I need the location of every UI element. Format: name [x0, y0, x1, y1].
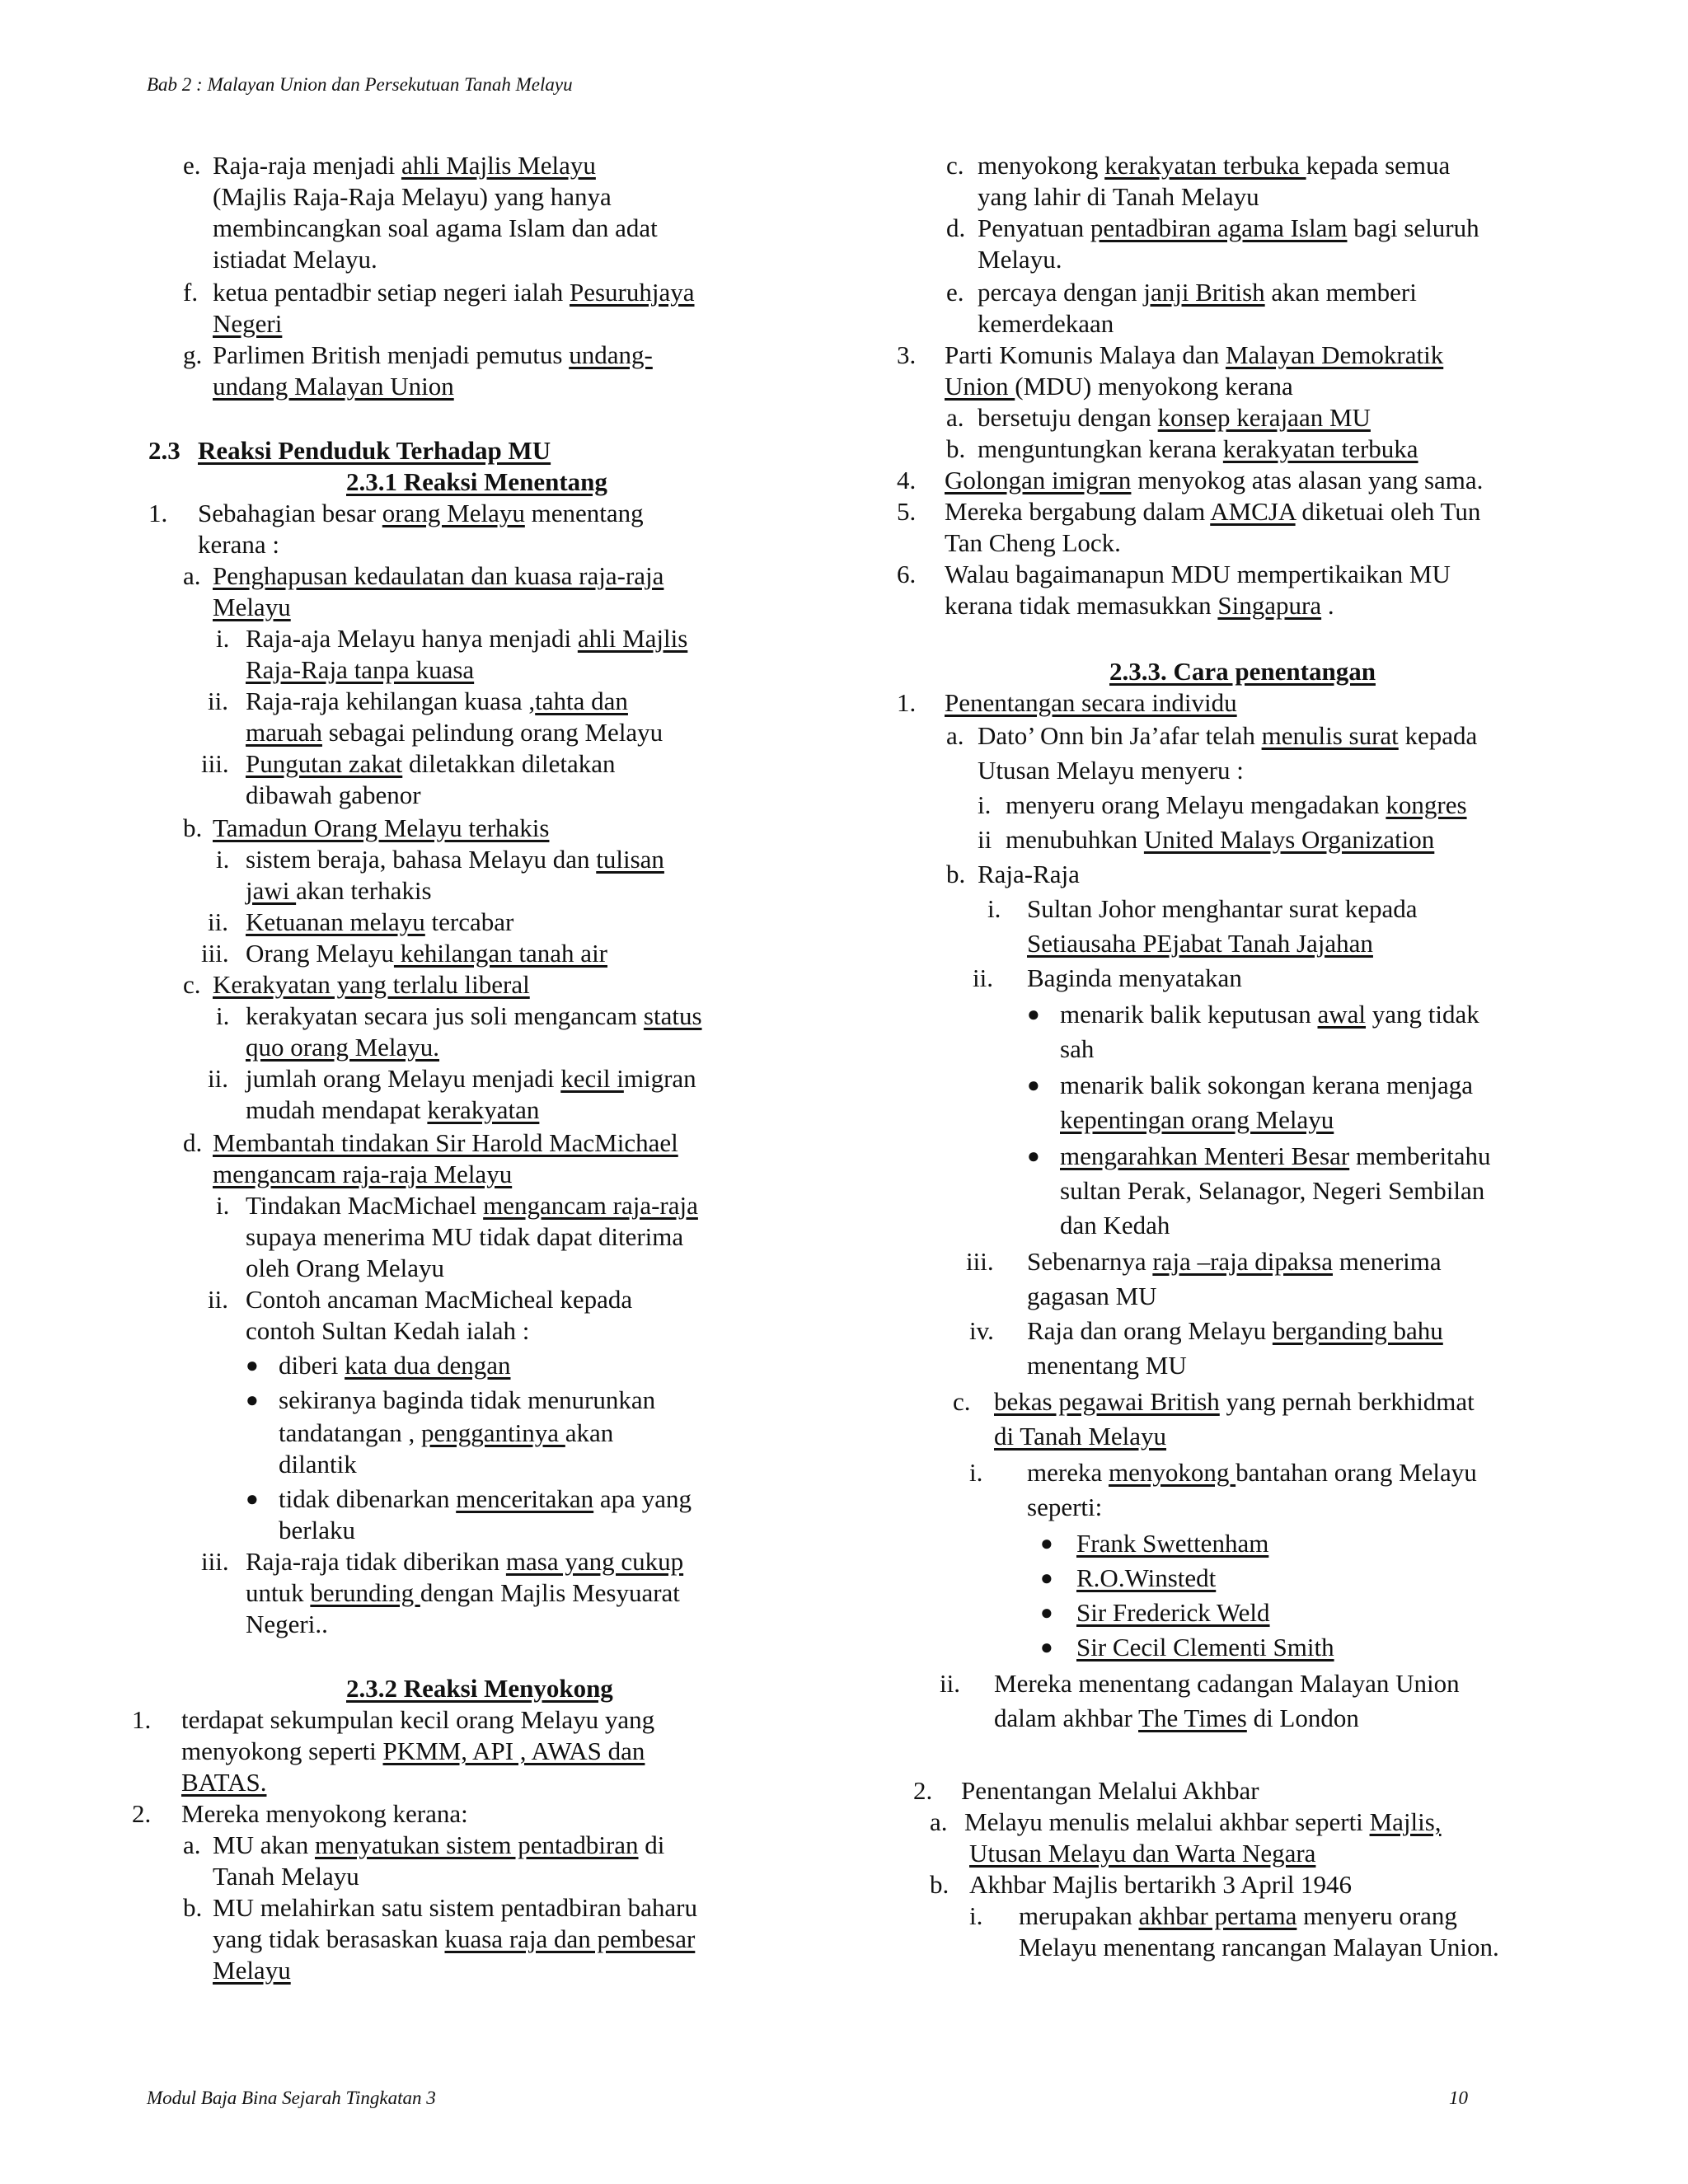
marker: iii. [966, 1247, 994, 1276]
marker: c. [946, 151, 964, 180]
marker: i. [216, 1001, 230, 1030]
text-line: kepentingan orang Melayu [1060, 1105, 1334, 1134]
text-line: R.O.Winstedt [1076, 1563, 1217, 1592]
marker: 1. [132, 1705, 152, 1734]
bullet-icon: ● [246, 1487, 259, 1511]
text-line: dibawah gabenor [246, 780, 421, 809]
text-line: Setiausaha PEjabat Tanah Jajahan [1027, 929, 1373, 958]
marker: i. [969, 1901, 983, 1930]
text-line: Raja-Raja tanpa kuasa [246, 655, 475, 684]
text-line: Sir Frederick Weld [1076, 1598, 1270, 1627]
text-line: contoh Sultan Kedah ialah : [246, 1316, 530, 1345]
text-line: Contoh ancaman MacMicheal kepada [246, 1285, 633, 1314]
text-line: mengancam raja-raja Melayu [213, 1160, 513, 1188]
text-line: jumlah orang Melayu menjadi kecil imigran [246, 1064, 696, 1093]
section-heading: Reaksi Penduduk Terhadap MU [198, 436, 551, 465]
text-line: tandatangan , penggantinya akan [279, 1418, 614, 1447]
marker: b. [946, 434, 966, 463]
text-line: Penentangan secara individu [945, 688, 1237, 717]
bullet-icon: ● [1040, 1531, 1053, 1555]
text-line: Sir Cecil Clementi Smith [1076, 1633, 1334, 1661]
bullet-icon: ● [1040, 1566, 1053, 1590]
text-line: menyeru orang Melayu mengadakan kongres [1006, 790, 1467, 819]
marker: 5. [897, 497, 917, 526]
subsection-heading: 2.3.3. Cara penentangan [1109, 657, 1376, 686]
text-line: Parlimen British menjadi pemutus undang- [213, 340, 653, 369]
text-line: merupakan akhbar pertama menyeru orang [1019, 1901, 1457, 1930]
bullet-icon: ● [1027, 1073, 1040, 1097]
text-line: Baginda menyatakan [1027, 963, 1242, 992]
marker: c. [183, 970, 201, 999]
text-line: Mereka menentang cadangan Malayan Union [994, 1669, 1460, 1698]
text-line: sultan Perak, Selanagor, Negeri Sembilan [1060, 1176, 1485, 1205]
text-line: menarik balik keputusan awal yang tidak [1060, 1000, 1479, 1029]
text-line: Sebenarnya raja –raja dipaksa menerima [1027, 1247, 1442, 1276]
marker: ii. [208, 1064, 228, 1093]
marker: ii. [973, 963, 993, 992]
text-line: Melayu menentang rancangan Malayan Union. [1019, 1933, 1499, 1961]
section-number: 2.3 [148, 436, 181, 465]
text-line: Raja dan orang Melayu berganding bahu [1027, 1316, 1443, 1345]
text-line: Melayu [213, 1956, 291, 1985]
text-line: Melayu. [978, 245, 1062, 274]
marker: ii [978, 825, 992, 854]
marker: i. [978, 790, 992, 819]
text-line: bekas pegawai British yang pernah berkhidmat [994, 1387, 1475, 1416]
marker: ii. [208, 907, 228, 936]
text-line: dilantik [279, 1450, 357, 1479]
marker: 2. [132, 1799, 152, 1828]
text-line: jawi akan terhakis [246, 876, 432, 905]
text-line: Negeri [213, 309, 283, 338]
marker: c. [953, 1387, 971, 1416]
text-line: undang Malayan Union [213, 372, 454, 401]
text-line: Union (MDU) menyokong kerana [945, 372, 1293, 401]
text-line: Penyatuan pentadbiran agama Islam bagi seluruh [978, 213, 1479, 242]
text-line: di Tanah Melayu [994, 1422, 1167, 1451]
text-line: Utusan Melayu menyeru : [978, 756, 1244, 785]
text-line: Kerakyatan yang terlalu liberal [213, 970, 530, 999]
marker: a. [930, 1807, 948, 1836]
bullet-icon: ● [1040, 1601, 1053, 1624]
text-line: Golongan imigran menyokog atas alasan yang sama. [945, 466, 1484, 494]
marker: ii. [208, 1285, 228, 1314]
text-line: menubuhkan United Malays Organization [1006, 825, 1435, 854]
bullet-icon: ● [1040, 1635, 1053, 1659]
marker: b. [183, 813, 203, 842]
text-line: Raja-raja menjadi ahli Majlis Melayu [213, 151, 596, 180]
text-line: Raja-raja kehilangan kuasa ,tahta dan [246, 687, 628, 715]
text-line: Penentangan Melalui Akhbar [961, 1776, 1259, 1805]
text-line: Pungutan zakat diletakkan diletakan [246, 749, 616, 778]
text-line: Dato’ Onn bin Ja’afar telah menulis surat kepada [978, 721, 1478, 750]
text-line: quo orang Melayu. [246, 1033, 440, 1062]
marker: a. [183, 1830, 201, 1859]
text-line: bersetuju dengan konsep kerajaan MU [978, 403, 1371, 432]
bullet-icon: ● [1027, 1144, 1040, 1168]
text-line: Negeri.. [246, 1610, 328, 1638]
text-line: gagasan MU [1027, 1282, 1157, 1310]
marker: d. [946, 213, 966, 242]
text-line: kerakyatan secara jus soli mengancam status [246, 1001, 702, 1030]
text-line: sekiranya baginda tidak menurunkan [279, 1385, 656, 1414]
subsection-heading: 2.3.1 Reaksi Menentang [346, 467, 607, 496]
text-line: Melayu [213, 593, 291, 621]
marker: 6. [897, 560, 917, 588]
marker: ii. [940, 1669, 960, 1698]
text-line: Raja-aja Melayu hanya menjadi ahli Majlis [246, 624, 688, 653]
page-header: Bab 2 : Malayan Union dan Persekutuan Tanah Melayu [147, 74, 573, 95]
text-line: percaya dengan janji British akan memberi [978, 278, 1417, 307]
text-line: kerana tidak memasukkan Singapura . [945, 591, 1334, 620]
text-line: Walau bagaimanapun MDU mempertikaikan MU [945, 560, 1451, 588]
text-line: menguntungkan kerana kerakyatan terbuka [978, 434, 1418, 463]
text-line: kemerdekaan [978, 309, 1114, 338]
marker: i. [969, 1458, 983, 1487]
marker: i. [216, 624, 230, 653]
bullet-icon: ● [246, 1388, 259, 1412]
text-line: sah [1060, 1034, 1095, 1063]
marker: f. [183, 278, 199, 307]
marker: b. [183, 1893, 203, 1922]
marker: 4. [897, 466, 917, 494]
marker: a. [183, 561, 201, 590]
text-line: Mereka menyokong kerana: [181, 1799, 468, 1828]
marker: e. [946, 278, 964, 307]
text-line: istiadat Melayu. [213, 245, 377, 274]
marker: iii. [201, 1547, 229, 1576]
marker: b. [946, 860, 966, 888]
marker: i. [216, 845, 230, 874]
text-line: MU melahirkan satu sistem pentadbiran baharu [213, 1893, 697, 1922]
subsection-heading: 2.3.2 Reaksi Menyokong [346, 1674, 613, 1703]
marker: e. [183, 151, 201, 180]
text-line: (Majlis Raja-Raja Melayu) yang hanya [213, 182, 612, 211]
text-line: untuk berunding dengan Majlis Mesyuarat [246, 1578, 680, 1607]
text-line: Frank Swettenham [1076, 1529, 1269, 1558]
text-line: Ketuanan melayu tercabar [246, 907, 514, 936]
text-line: Utusan Melayu dan Warta Negara [969, 1839, 1316, 1868]
marker: ii. [208, 687, 228, 715]
text-line: Orang Melayu kehilangan tanah air [246, 939, 608, 968]
text-line: ketua pentadbir setiap negeri ialah Pesuruhjaya [213, 278, 695, 307]
marker: iii. [201, 939, 229, 968]
text-line: mudah mendapat kerakyatan [246, 1095, 540, 1124]
text-line: oleh Orang Melayu [246, 1254, 445, 1282]
marker: a. [946, 403, 964, 432]
text-line: terdapat sekumpulan kecil orang Melayu yang [181, 1705, 655, 1734]
text-line: MU akan menyatukan sistem pentadbiran di [213, 1830, 665, 1859]
text-line: tidak dibenarkan menceritakan apa yang [279, 1484, 692, 1513]
text-line: menyokong kerakyatan terbuka kepada semua [978, 151, 1451, 180]
text-line: Mereka bergabung dalam AMCJA diketuai oleh Tun [945, 497, 1481, 526]
bullet-icon: ● [1027, 1002, 1040, 1026]
page-footer: Modul Baja Bina Sejarah Tingkatan 3 [147, 2088, 436, 2108]
text-line: kerana : [198, 530, 279, 559]
text-line: dalam akhbar The Times di London [994, 1704, 1359, 1732]
marker: i. [987, 894, 1001, 923]
text-line: membincangkan soal agama Islam dan adat [213, 213, 658, 242]
text-line: dan Kedah [1060, 1211, 1170, 1240]
text-line: diberi kata dua dengan [279, 1351, 511, 1380]
text-line: Raja-raja tidak diberikan masa yang cukup [246, 1547, 684, 1576]
text-line: yang tidak berasaskan kuasa raja dan pembesar [213, 1924, 696, 1953]
bullet-icon: ● [246, 1353, 259, 1377]
marker: 1. [148, 499, 168, 527]
text-line: Tamadun Orang Melayu terhakis [213, 813, 550, 842]
text-line: Membantah tindakan Sir Harold MacMichael [213, 1128, 678, 1157]
text-line: menyokong seperti PKMM, API , AWAS dan [181, 1736, 645, 1765]
marker: i. [216, 1191, 230, 1220]
text-line: Sultan Johor menghantar surat kepada [1027, 894, 1418, 923]
text-line: Akhbar Majlis bertarikh 3 April 1946 [969, 1870, 1353, 1899]
text-line: maruah sebagai pelindung orang Melayu [246, 718, 663, 747]
text-line: mereka menyokong bantahan orang Melayu [1027, 1458, 1477, 1487]
marker: b. [930, 1870, 950, 1899]
text-line: Tanah Melayu [213, 1862, 359, 1891]
text-line: yang lahir di Tanah Melayu [978, 182, 1259, 211]
text-line: menarik balik sokongan kerana menjaga [1060, 1071, 1473, 1099]
text-line: Parti Komunis Malaya dan Malayan Demokratik [945, 340, 1444, 369]
text-line: Melayu menulis melalui akhbar seperti Majlis, [964, 1807, 1442, 1836]
text-line: supaya menerima MU tidak dapat diterima [246, 1222, 684, 1251]
marker: iii. [201, 749, 229, 778]
marker: 2. [913, 1776, 933, 1805]
text-line: mengarahkan Menteri Besar memberitahu [1060, 1141, 1491, 1170]
marker: g. [183, 340, 203, 369]
text-line: Tindakan MacMichael mengancam raja-raja [246, 1191, 698, 1220]
marker: 1. [897, 688, 917, 717]
marker: d. [183, 1128, 203, 1157]
marker: 3. [897, 340, 917, 369]
marker: a. [946, 721, 964, 750]
marker: iv. [969, 1316, 994, 1345]
text-line: Tan Cheng Lock. [945, 528, 1121, 557]
text-line: Penghapusan kedaulatan dan kuasa raja-raja [213, 561, 664, 590]
text-line: Sebahagian besar orang Melayu menentang [198, 499, 644, 527]
text-line: seperti: [1027, 1493, 1103, 1521]
text-line: sistem beraja, bahasa Melayu dan tulisan [246, 845, 664, 874]
text-line: BATAS. [181, 1768, 267, 1797]
page-number: 10 [1449, 2088, 1468, 2108]
text-line: berlaku [279, 1516, 355, 1544]
text-line: Raja-Raja [978, 860, 1080, 888]
text-line: menentang MU [1027, 1351, 1187, 1380]
